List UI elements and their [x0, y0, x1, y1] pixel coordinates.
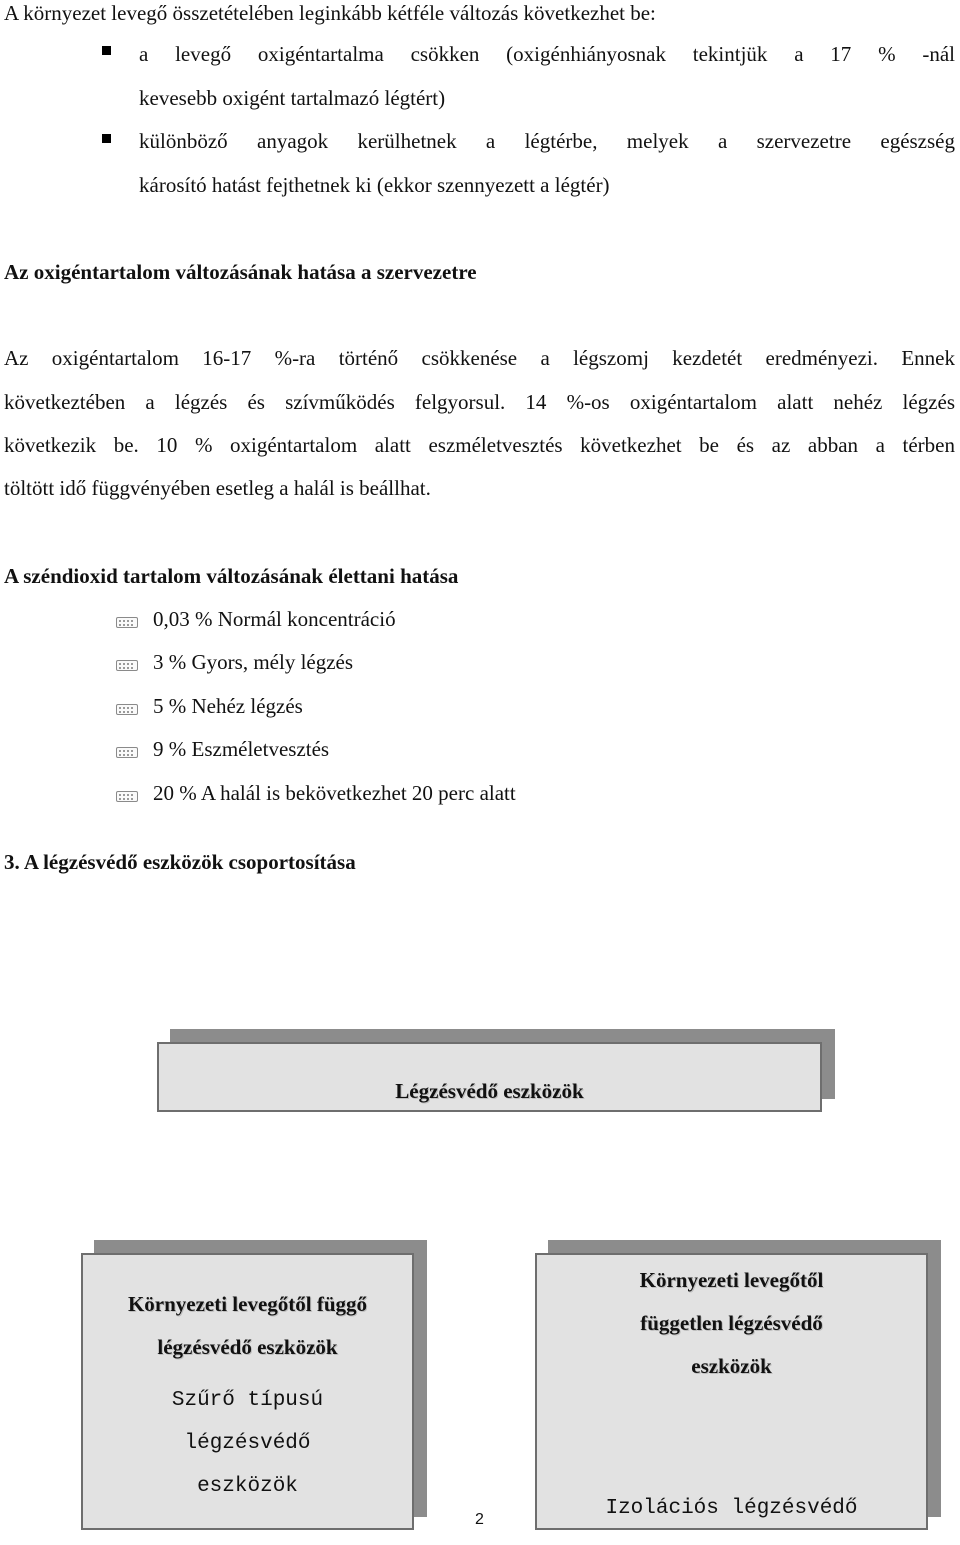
- keyboard-bullet-icon: [116, 660, 138, 671]
- co2-item: 3 % Gyors, mély légzés: [153, 650, 354, 674]
- co2-item: 20 % A halál is bekövetkezhet 20 perc alatt: [153, 781, 516, 805]
- right-box-sub-line-1: Izolációs légzésvédő: [605, 1497, 858, 1520]
- right-box-title-line-1: Környezeti levegőtől: [639, 1268, 824, 1292]
- right-box-title-line-3: eszközök: [691, 1354, 772, 1378]
- oxygen-paragraph-line-1: Az oxigéntartalom 16-17 %-ra történő csökkenése a légszomj kezdetét eredményezi. Ennek: [4, 346, 955, 370]
- grouping-heading: 3. A légzésvédő eszközök csoportosítása: [4, 850, 356, 874]
- diagram-top-box: [157, 1042, 822, 1112]
- left-box-sub-line-3: eszközök: [197, 1475, 298, 1498]
- left-box-title-line-2: légzésvédő eszközök: [157, 1335, 338, 1359]
- bullet-2-line-2: károsító hatást fejthetnek ki (ekkor szennyezett a légtér): [139, 173, 610, 197]
- co2-heading: A széndioxid tartalom változásának élettani hatása: [4, 564, 459, 588]
- diagram-left-box: [81, 1253, 414, 1530]
- keyboard-bullet-icon: [116, 617, 138, 628]
- keyboard-bullet-icon: [116, 704, 138, 715]
- bullet-1-line-1: a levegő oxigéntartalma csökken (oxigénhiányosnak tekintjük a 17 % -nál: [139, 42, 955, 66]
- diagram-right-box: [535, 1253, 928, 1530]
- co2-item: 0,03 % Normál koncentráció: [153, 607, 396, 631]
- bullet-1-line-2: kevesebb oxigént tartalmazó légtért): [139, 86, 446, 110]
- co2-item: 5 % Nehéz légzés: [153, 694, 303, 718]
- oxygen-heading: Az oxigéntartalom változásának hatása a szervezetre: [4, 260, 477, 284]
- diagram-top-box-label: Légzésvédő eszközök: [395, 1079, 584, 1103]
- right-box-title-line-2: független légzésvédő: [640, 1311, 823, 1335]
- oxygen-paragraph-line-3: következik be. 10 % oxigéntartalom alatt eszméletvesztés következhet be és az abban a térben: [4, 433, 955, 457]
- oxygen-paragraph-line-4: töltött idő függvényében esetleg a halál is beállhat.: [4, 476, 431, 500]
- square-bullet-icon: [102, 46, 111, 55]
- square-bullet-icon: [102, 134, 111, 143]
- left-box-sub-line-1: Szűrő típusú: [171, 1389, 324, 1412]
- page-number: 2: [475, 1511, 484, 1528]
- intro-line: A környezet levegő összetételében leginkább kétféle változás következhet be:: [4, 1, 656, 25]
- keyboard-bullet-icon: [116, 791, 138, 802]
- oxygen-paragraph-line-2: következtében a légzés és szívműködés felgyorsul. 14 %-os oxigéntartalom alatt nehéz légzés: [4, 390, 955, 414]
- co2-item: 9 % Eszméletvesztés: [153, 737, 330, 761]
- bullet-2-line-1: különböző anyagok kerülhetnek a légtérbe, melyek a szervezetre egészség: [139, 129, 955, 153]
- keyboard-bullet-icon: [116, 747, 138, 758]
- left-box-sub-line-2: légzésvédő: [184, 1432, 311, 1455]
- left-box-title-line-1: Környezeti levegőtől függő: [127, 1292, 368, 1316]
